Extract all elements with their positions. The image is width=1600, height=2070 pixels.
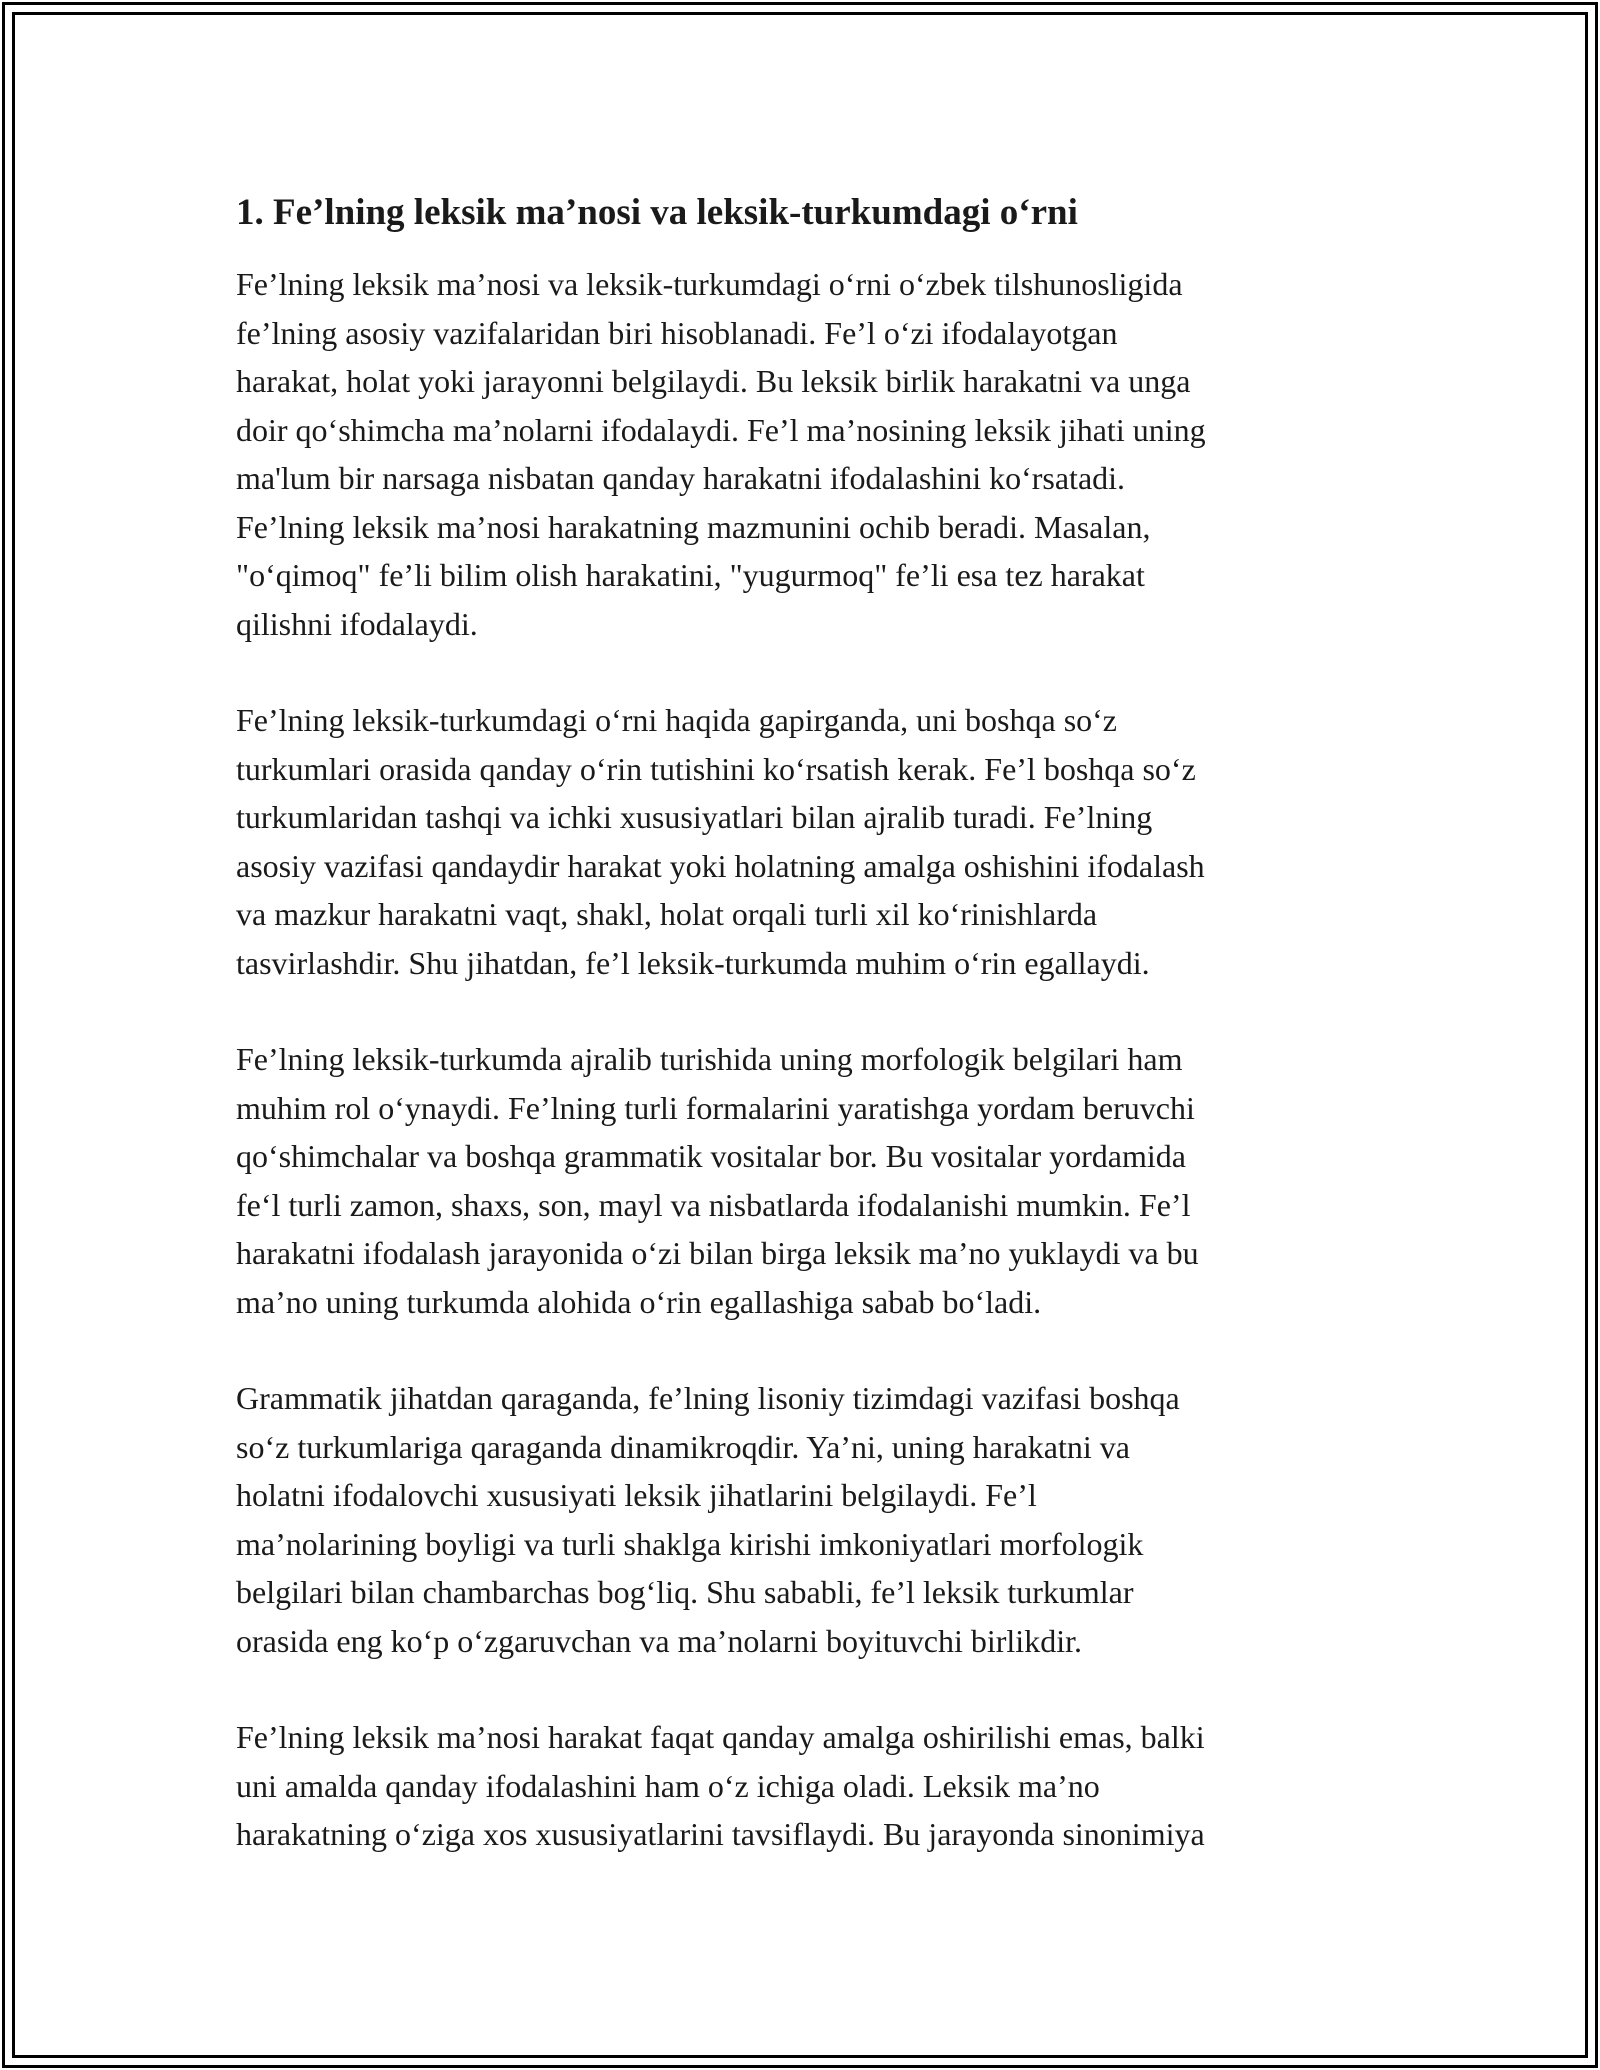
section-title: 1. Fe’lning leksik ma’nosi va leksik-turkumdagi o‘rni [236, 192, 1078, 233]
text-line: Fe’lning leksik ma’nosi va leksik-turkumdagi o‘rni o‘zbek tilshunosligida [236, 266, 1183, 302]
text-line: so‘z turkumlariga qaraganda dinamikroqdir. Ya’ni, uning harakatni va [236, 1428, 1130, 1465]
paragraph-1 [236, 260, 1366, 648]
text-line: fe‘l turli zamon, shaxs, son, mayl va nisbatlarda ifodalanishi mumkin. Fe’l [236, 1186, 1191, 1223]
text-line: ma’no uning turkumda alohida o‘rin egallashiga sabab bo‘ladi. [236, 1283, 1042, 1320]
text-line: tasvirlashdir. Shu jihatdan, fe’l leksik-turkumda muhim o‘rin egallaydi. [236, 944, 1150, 981]
text-line: fe’lning asosiy vazifalaridan biri hisoblanadi. Fe’l o‘zi ifodalayotgan [236, 314, 1118, 351]
text-line: turkumlaridan tashqi va ichki xususiyatlari bilan ajralib turadi. Fe’lning [236, 799, 1153, 835]
text-line: uni amalda qanday ifodalashini ham o‘z ichiga oladi. Leksik ma’no [236, 1767, 1100, 1804]
text-line: asosiy vazifasi qandaydir harakat yoki holatning amalga oshishini ifodalash [236, 847, 1205, 884]
paragraph-5 [236, 1713, 1366, 1859]
text-line: muhim rol o‘ynaydi. Fe’lning turli formalarini yaratishga yordam beruvchi [236, 1089, 1195, 1126]
text-line: va mazkur harakatni vaqt, shakl, holat orqali turli xil ko‘rinishlarda [236, 896, 1098, 932]
text-line: harakat, holat yoki jarayonni belgilaydi. Bu leksik birlik harakatni va unga [236, 363, 1191, 399]
text-line: holatni ifodalovchi xususiyati leksik jihatlarini belgilaydi. Fe’l [236, 1477, 1037, 1513]
text-line: ma'lum bir narsaga nisbatan qanday harakatni ifodalashini ko‘rsatadi. [236, 460, 1126, 496]
text-line: Fe’lning leksik ma’nosi harakat faqat qanday amalga oshirilishi emas, balki [236, 1719, 1205, 1755]
text-line: "o‘qimoq" fe’li bilim olish harakatini, "yugurmoq" fe’li esa tez harakat [236, 557, 1145, 593]
text-line: ma’nolarining boyligi va turli shaklga kirishi imkoniyatlari morfologik [236, 1525, 1144, 1562]
text-line: Fe’lning leksik ma’nosi harakatning mazmunini ochib beradi. Masalan, [236, 508, 1151, 545]
text-line: Grammatik jihatdan qaraganda, fe’lning lisoniy tizimdagi vazifasi boshqa [236, 1380, 1180, 1416]
text-line: turkumlari orasida qanday o‘rin tutishini ko‘rsatish kerak. Fe’l boshqa so‘z [236, 750, 1196, 787]
text-line: harakatning o‘ziga xos xususiyatlarini tavsiflaydi. Bu jarayonda sinonimiya [236, 1816, 1205, 1852]
text-line: doir qo‘shimcha ma’nolarni ifodalaydi. Fe’l ma’nosining leksik jihati uning [236, 411, 1206, 448]
paragraph-3 [236, 1035, 1366, 1326]
document-page [236, 188, 1366, 1907]
text-line: Fe’lning leksik-turkumda ajralib turishida uning morfologik belgilari ham [236, 1041, 1183, 1077]
paragraph-2 [236, 696, 1366, 987]
paragraph-4 [236, 1374, 1366, 1665]
text-line: qo‘shimchalar va boshqa grammatik vositalar bor. Bu vositalar yordamida [236, 1138, 1186, 1174]
text-line: harakatni ifodalash jarayonida o‘zi bilan birga leksik ma’no yuklaydi va bu [236, 1235, 1199, 1271]
text-line: orasida eng ko‘p o‘zgaruvchan va ma’nolarni boyituvchi birlikdir. [236, 1622, 1082, 1659]
text-line: belgilari bilan chambarchas bog‘liq. Shu sababli, fe’l leksik turkumlar [236, 1574, 1134, 1610]
text-line: Fe’lning leksik-turkumdagi o‘rni haqida gapirganda, uni boshqa so‘z [236, 702, 1117, 738]
text-line: qilishni ifodalaydi. [236, 605, 478, 642]
